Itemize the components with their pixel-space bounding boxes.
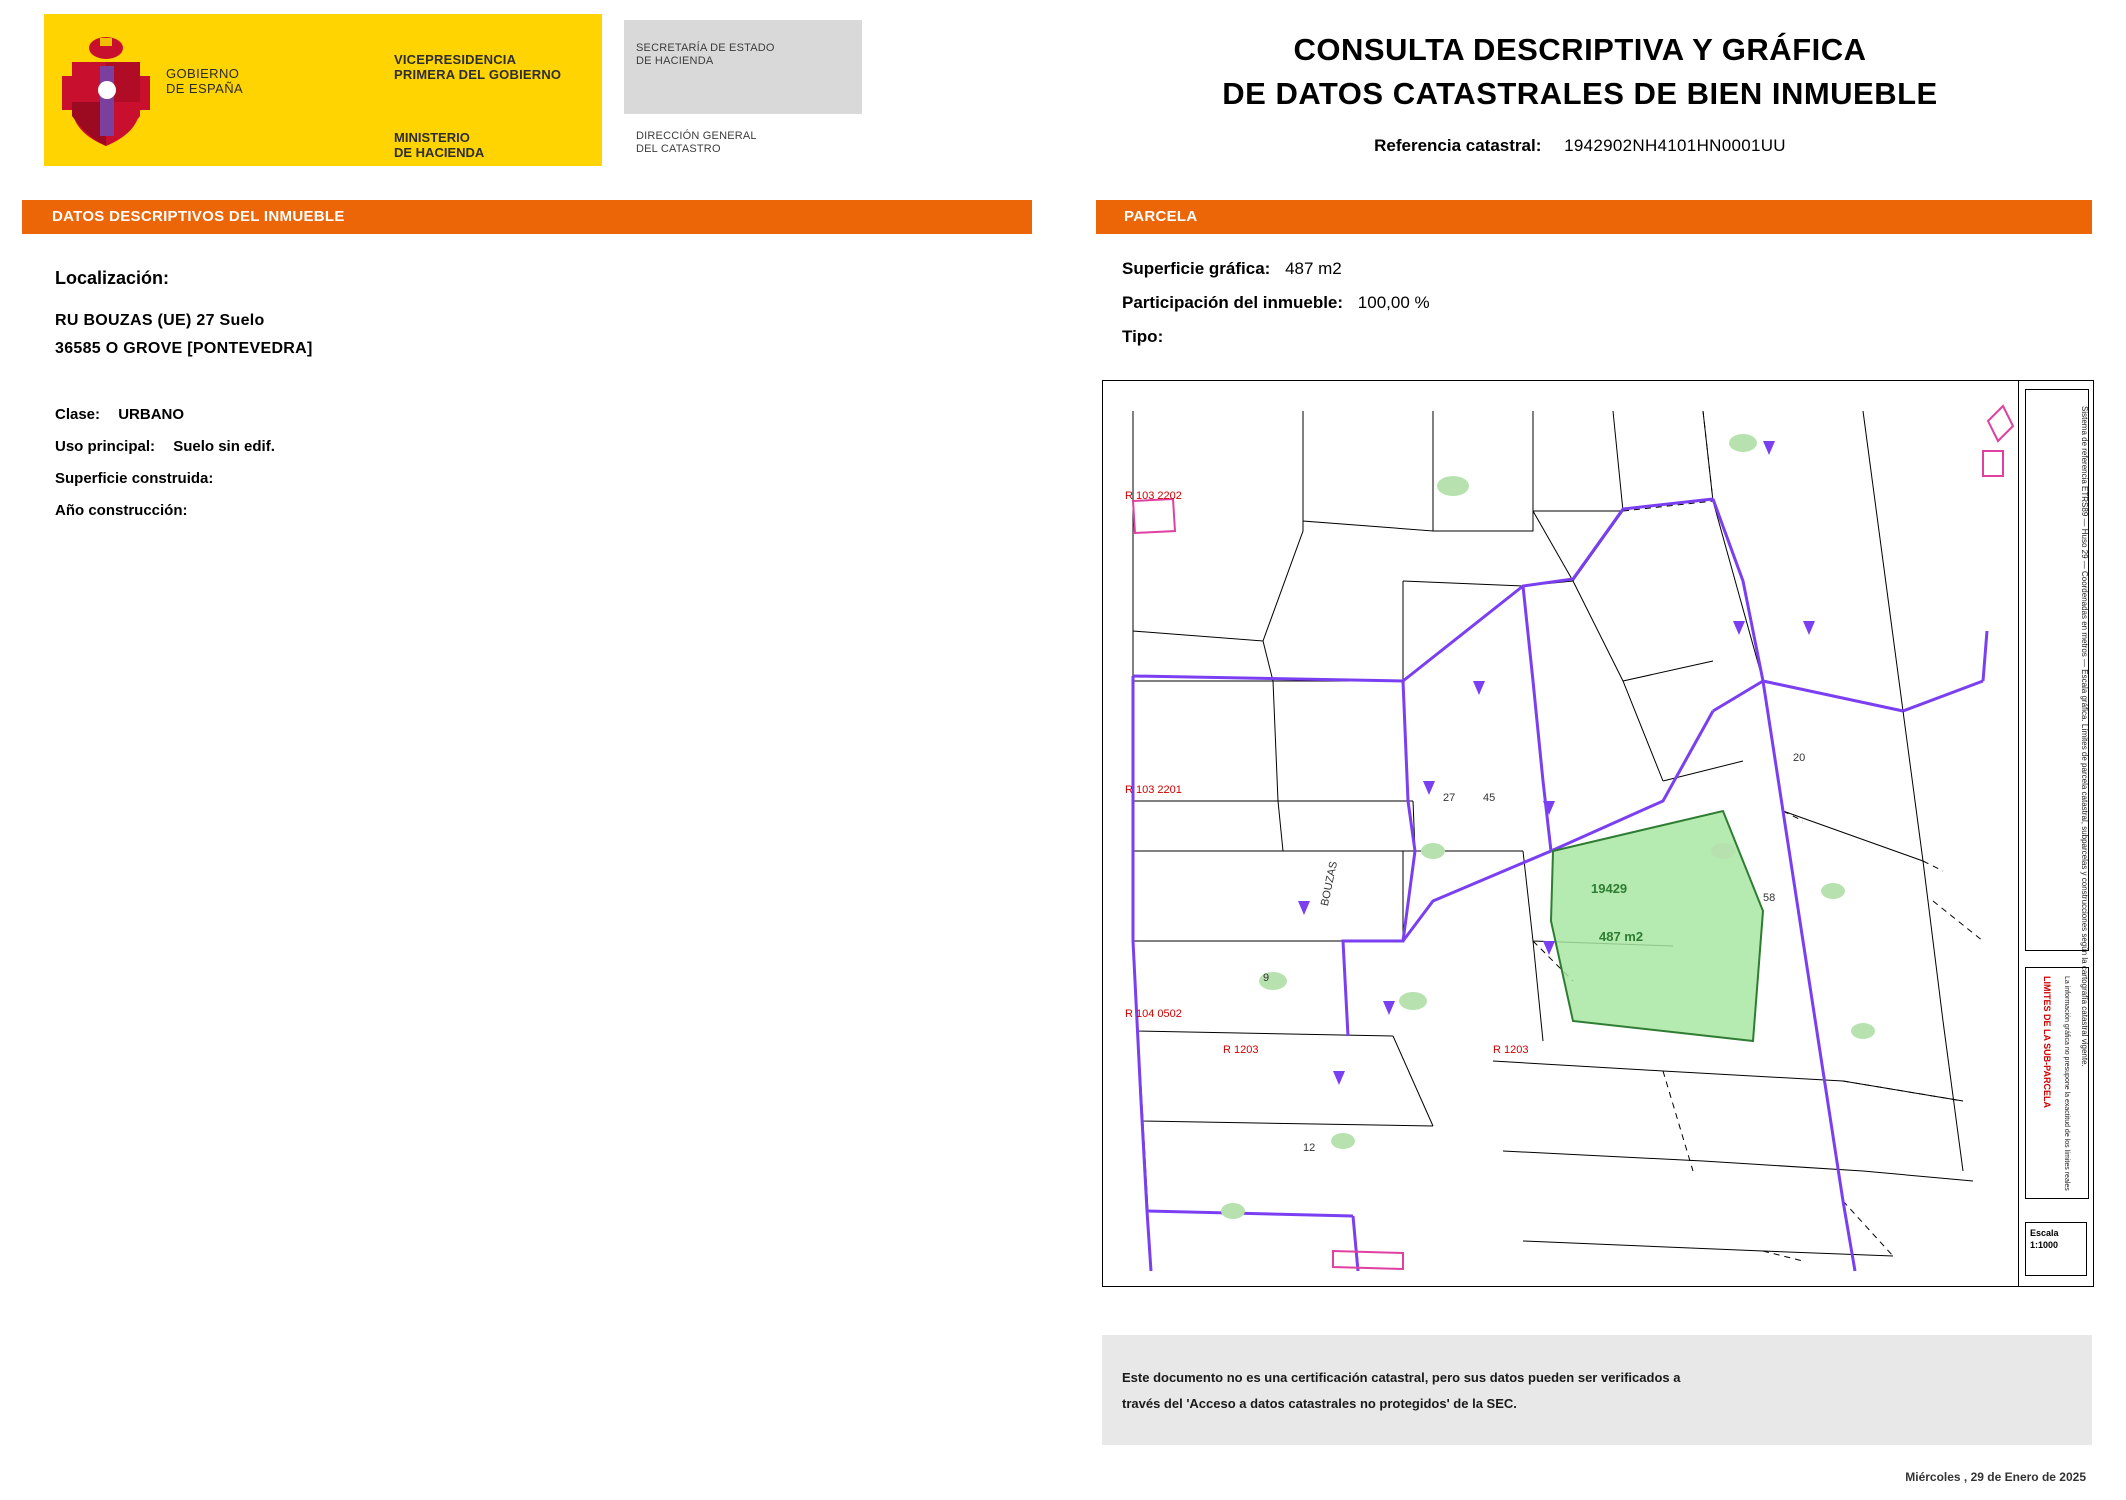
cadastral-reference	[1080, 136, 2080, 156]
coat-of-arms-icon	[44, 14, 166, 166]
gob-yellow-panel	[44, 14, 384, 166]
parcel-info-panel	[1122, 252, 2082, 354]
legend-red-subtitle: La información gráfica no presupone la exactitud de los límites reales	[2063, 976, 2070, 1191]
svg-text:BOUZAS: BOUZAS	[1318, 860, 1341, 908]
attribute-row	[55, 495, 1035, 527]
address-line-2: 36585 O GROVE [PONTEVEDRA]	[55, 340, 313, 357]
svg-text:R 1203: R 1203	[1493, 1044, 1529, 1056]
ministry-label: MINISTERIO DE HACIENDA	[394, 130, 485, 160]
vicepresidency-label: VICEPRESIDENCIA PRIMERA DEL GOBIERNO	[394, 52, 562, 82]
map-scale-label: Escala	[2030, 1228, 2059, 1238]
parcel-info-row	[1122, 320, 2082, 354]
legend-text: Sistema de referencia ETRS89 — Huso 29 — Coordenadas en metros — Escala gráfica. Límites de parcela catastral, subparcelas y construcciones según la cartografía catastral vigente.	[2080, 406, 2089, 1067]
svg-text:R 103 2201: R 103 2201	[1125, 784, 1182, 796]
government-logo-block	[44, 14, 624, 166]
svg-text:12: 12	[1303, 1142, 1316, 1154]
cadastral-reference-value: 1942902NH4101HN0001UU	[1564, 136, 1786, 155]
footer-date: Miércoles , 29 de Enero de 2025	[1905, 1470, 2086, 1484]
svg-text:R 103 2202: R 103 2202	[1125, 490, 1182, 502]
section-bar-parcel	[1096, 200, 2092, 234]
gob-line-2: DE ESPAÑA	[166, 81, 244, 96]
svg-text:20: 20	[1793, 752, 1806, 764]
attribute-key: Año construcción:	[55, 502, 188, 519]
attribute-value: URBANO	[118, 406, 185, 423]
title-line-2: DE DATOS CATASTRALES DE BIEN INMUEBLE	[1222, 76, 1938, 111]
address-line-1: RU BOUZAS (UE) 27 Suelo	[55, 312, 265, 329]
map-scale-value: 1:1000	[2030, 1240, 2059, 1250]
section-bar-parcel-label: PARCELA	[1124, 208, 1198, 225]
svg-text:R 104 0502: R 104 0502	[1125, 1008, 1182, 1020]
cadastre-direction-label: DIRECCIÓN GENERAL DEL CATASTRO	[636, 130, 757, 155]
parcel-info-row	[1122, 286, 2082, 320]
map-scale-box	[2025, 1222, 2087, 1276]
svg-text:27: 27	[1443, 792, 1456, 804]
attribute-key: Clase:	[55, 406, 101, 423]
svg-text:9: 9	[1263, 972, 1270, 984]
svg-text:45: 45	[1483, 792, 1496, 804]
gob-text	[166, 14, 243, 166]
attribute-row	[55, 431, 1035, 463]
cadastral-map[interactable]	[1102, 380, 2094, 1287]
localizacion-title: Localización:	[55, 268, 170, 288]
svg-text:19429: 19429	[1591, 881, 1628, 896]
disclaimer-line-2: través del 'Acceso a datos catastrales no protegidos' de la SEC.	[1122, 1396, 1517, 1411]
parcel-info-key: Participación del inmueble:	[1122, 293, 1344, 312]
disclaimer-text	[1122, 1365, 2072, 1417]
svg-text:487 m2: 487 m2	[1599, 929, 1644, 944]
disclaimer-line-1: Este documento no es una certificación catastral, pero sus datos pueden ser verificados a	[1122, 1370, 1681, 1385]
gob-line-1: GOBIERNO	[166, 66, 240, 81]
legend-red-title: LIMITES DE LA SUB-PARCELA	[2042, 976, 2052, 1108]
title-line-1: CONSULTA DESCRIPTIVA Y GRÁFICA	[1293, 32, 1867, 67]
map-legend-panel	[2018, 381, 2093, 1286]
section-bar-property-data-label: DATOS DESCRIPTIVOS DEL INMUEBLE	[52, 208, 345, 225]
attribute-row	[55, 463, 1035, 495]
vice-block	[384, 14, 602, 166]
secretary-label: SECRETARÍA DE ESTADO DE HACIENDA	[636, 42, 775, 67]
legend-red-box	[2025, 967, 2089, 1199]
svg-text:58: 58	[1763, 892, 1776, 904]
attribute-key: Superficie construida:	[55, 470, 214, 487]
parcel-info-value: 487 m2	[1285, 259, 1342, 278]
cadastral-reference-label: Referencia catastral:	[1374, 136, 1542, 155]
attribute-key: Uso principal:	[55, 438, 156, 455]
map-vector-layer	[1103, 381, 2091, 1284]
property-data-panel	[55, 268, 1035, 527]
parcel-info-key: Tipo:	[1122, 327, 1164, 346]
page-title	[1080, 28, 2080, 116]
property-attributes	[55, 399, 1035, 527]
attribute-row	[55, 399, 1035, 431]
svg-text:R 1203: R 1203	[1223, 1044, 1259, 1056]
parcel-info-row	[1122, 252, 2082, 286]
document-header	[0, 0, 2126, 190]
parcel-info-key: Superficie gráfica:	[1122, 259, 1271, 278]
attribute-value: Suelo sin edif.	[173, 438, 275, 455]
section-bar-property-data	[22, 200, 1032, 234]
parcel-info-value: 100,00 %	[1357, 293, 1430, 312]
